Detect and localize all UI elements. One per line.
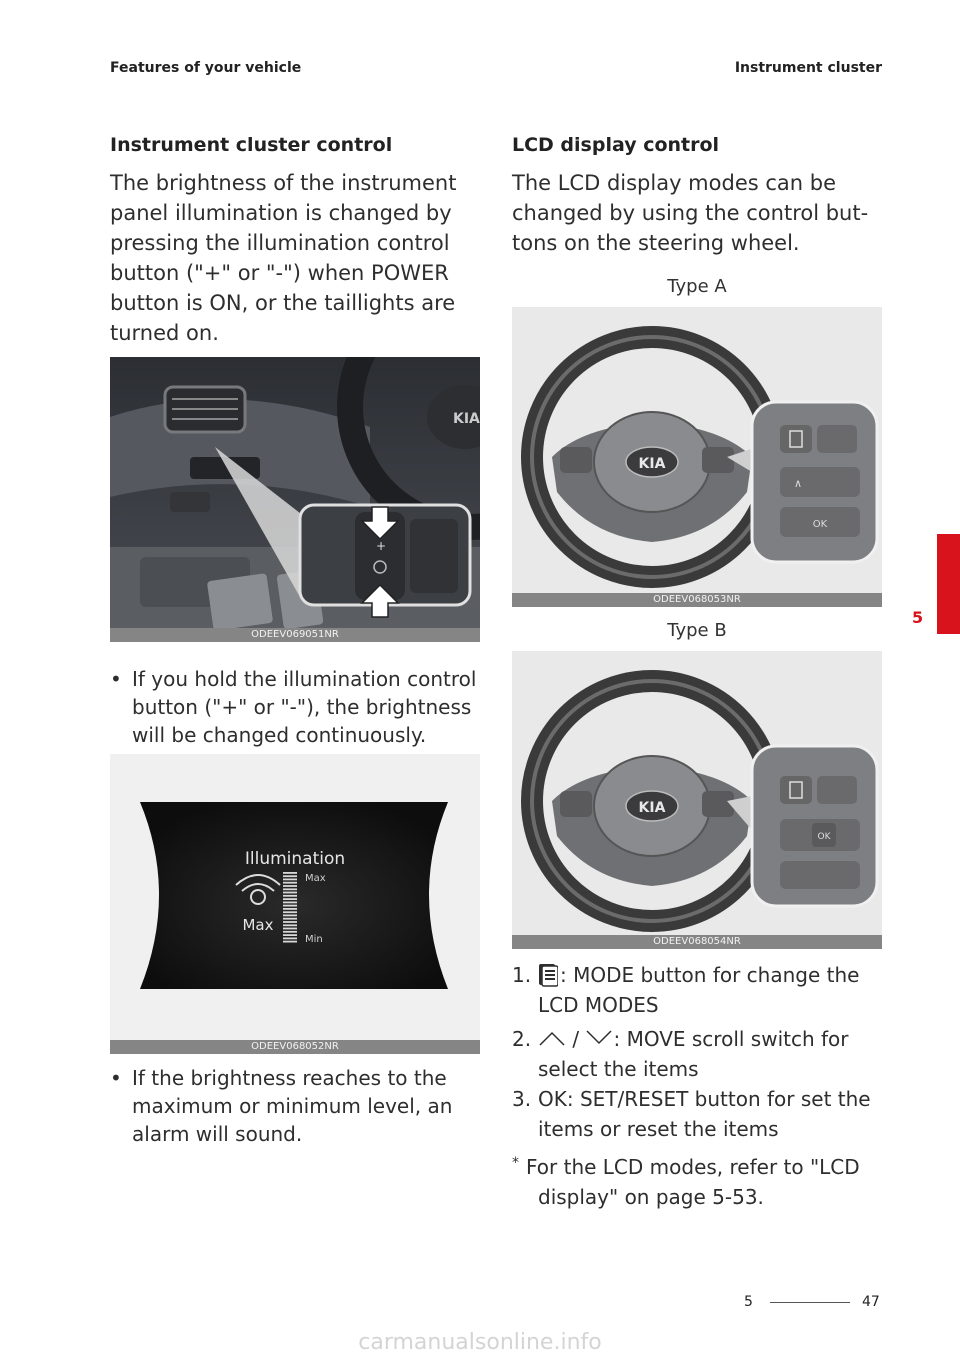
figure-caption: ODEEV068053NR <box>512 593 882 607</box>
level-segment <box>283 898 297 900</box>
list-text: : MOVE scroll switch for <box>613 1027 849 1051</box>
level-segment <box>283 908 297 910</box>
list-number: 3. <box>512 1087 532 1111</box>
level-segment <box>283 875 297 877</box>
level-segment <box>283 905 297 907</box>
chapter-tab <box>937 534 960 634</box>
move-scroll-switch <box>780 467 860 497</box>
level-segment <box>283 879 297 881</box>
paragraph-line: panel illumination is changed by <box>110 201 452 225</box>
level-segment <box>283 931 297 933</box>
level-segment <box>283 928 297 930</box>
level-segment <box>283 934 297 936</box>
level-segment <box>283 915 297 917</box>
level-segment <box>283 872 297 874</box>
type-b-label: Type B <box>667 620 727 641</box>
kia-logo-text: KIA <box>453 411 480 427</box>
figure-caption: ODEEV069051NR <box>110 628 480 642</box>
bullet-line: button ("+" or "-"), the brightness <box>132 695 472 719</box>
paragraph-line: The brightness of the instrument <box>110 171 457 195</box>
bullet-line: alarm will sound. <box>132 1122 303 1146</box>
bullet-alarm <box>110 1064 502 1148</box>
paragraph-line: turned on. <box>110 321 219 345</box>
paragraph-line: button ("+" or "-") when POWER <box>110 261 449 285</box>
watermark: carmanualsonline.info <box>358 1330 602 1355</box>
bullet-glyph: • <box>110 667 122 691</box>
note-text: For the LCD modes, refer to "LCD <box>526 1155 860 1179</box>
page-number: 47 <box>862 1294 880 1310</box>
dashboard-illumination-figure <box>110 357 480 642</box>
level-segment <box>283 941 297 943</box>
mode-button <box>780 776 812 804</box>
type-a-label: Type A <box>667 276 727 297</box>
list-text-continued: LCD MODES <box>538 993 659 1017</box>
paragraph-line: The LCD display modes can be <box>512 171 837 195</box>
chevron-up-icon <box>538 1024 566 1040</box>
list-item-ok <box>512 1084 882 1144</box>
lcd-illustration <box>110 754 480 1054</box>
dashboard-illustration <box>110 357 480 642</box>
list-separator: / <box>572 1027 580 1051</box>
level-segment <box>283 882 297 884</box>
mode-button <box>780 425 812 453</box>
paragraph-line: tons on the steering wheel. <box>512 231 800 255</box>
scale-max-label: Max <box>305 873 326 884</box>
list-text-continued: select the items <box>538 1057 699 1081</box>
bullet-line: will be changed continuously. <box>132 723 427 747</box>
lcd-modes-note <box>512 1152 882 1212</box>
scale-min-label: Min <box>305 934 323 945</box>
bullet-hold-button <box>110 665 502 749</box>
figure-caption: ODEEV068054NR <box>512 935 882 949</box>
level-segment <box>283 911 297 913</box>
level-segment <box>283 902 297 904</box>
control-buttons-list <box>512 960 882 1212</box>
level-segment <box>283 918 297 920</box>
section-title-lcd-control: LCD display control <box>512 134 720 156</box>
lcd-control-paragraph <box>512 168 882 258</box>
list-number: 2. <box>512 1027 532 1051</box>
level-segment <box>283 895 297 897</box>
illumination-display-figure <box>110 754 480 1054</box>
mode-icon <box>538 963 558 987</box>
level-segment <box>283 924 297 926</box>
header-chapter-title: Instrument cluster <box>734 60 882 76</box>
level-segment <box>283 888 297 890</box>
level-segment <box>283 921 297 923</box>
chapter-number: 5 <box>912 608 924 627</box>
section-title-cluster-control: Instrument cluster control <box>110 134 393 156</box>
list-text-continued: items or reset the items <box>538 1117 779 1141</box>
bullet-line: maximum or minimum level, an <box>132 1094 453 1118</box>
list-item-mode <box>512 960 882 1020</box>
steering-wheel-type-a-illustration <box>512 307 882 607</box>
list-text: OK: SET/RESET button for set the <box>538 1087 871 1111</box>
note-asterisk: * <box>512 1155 519 1171</box>
paragraph-line: pressing the illumination control <box>110 231 450 255</box>
footer-chapter: 5 <box>744 1294 753 1310</box>
note-text-continued: display" on page 5-53. <box>538 1185 764 1209</box>
footer-divider <box>770 1302 850 1303</box>
header-section: Features of your vehicle <box>110 60 302 76</box>
cluster-control-paragraph <box>110 168 480 348</box>
kia-logo: KIA <box>638 800 666 816</box>
list-number: 1. <box>512 963 532 987</box>
plus-label: + <box>376 539 387 553</box>
list-text: : MODE button for change the <box>560 963 860 987</box>
steering-wheel-type-b-illustration <box>512 651 882 949</box>
steering-wheel-type-b-figure <box>512 651 882 949</box>
up-chevron-icon: ∧ <box>794 477 803 490</box>
bullet-glyph: • <box>110 1066 122 1090</box>
ok-label: OK <box>812 519 828 530</box>
chevron-down-icon <box>585 1024 613 1040</box>
kia-logo: KIA <box>638 456 666 472</box>
figure-caption: ODEEV068052NR <box>110 1040 480 1054</box>
list-item-move <box>512 1024 882 1084</box>
steering-wheel-type-a-figure <box>512 307 882 607</box>
paragraph-line: button is ON, or the taillights are <box>110 291 456 315</box>
lcd-screen-title: Illumination <box>244 849 346 869</box>
ok-label: OK <box>817 832 831 842</box>
bullet-line: If the brightness reaches to the <box>132 1066 447 1090</box>
level-segment <box>283 892 297 894</box>
level-segment <box>283 885 297 887</box>
paragraph-line: changed by using the control but- <box>512 201 869 225</box>
bullet-line: If you hold the illumination control <box>132 667 477 691</box>
current-level-label: Max <box>242 916 274 934</box>
level-segment <box>283 938 297 940</box>
